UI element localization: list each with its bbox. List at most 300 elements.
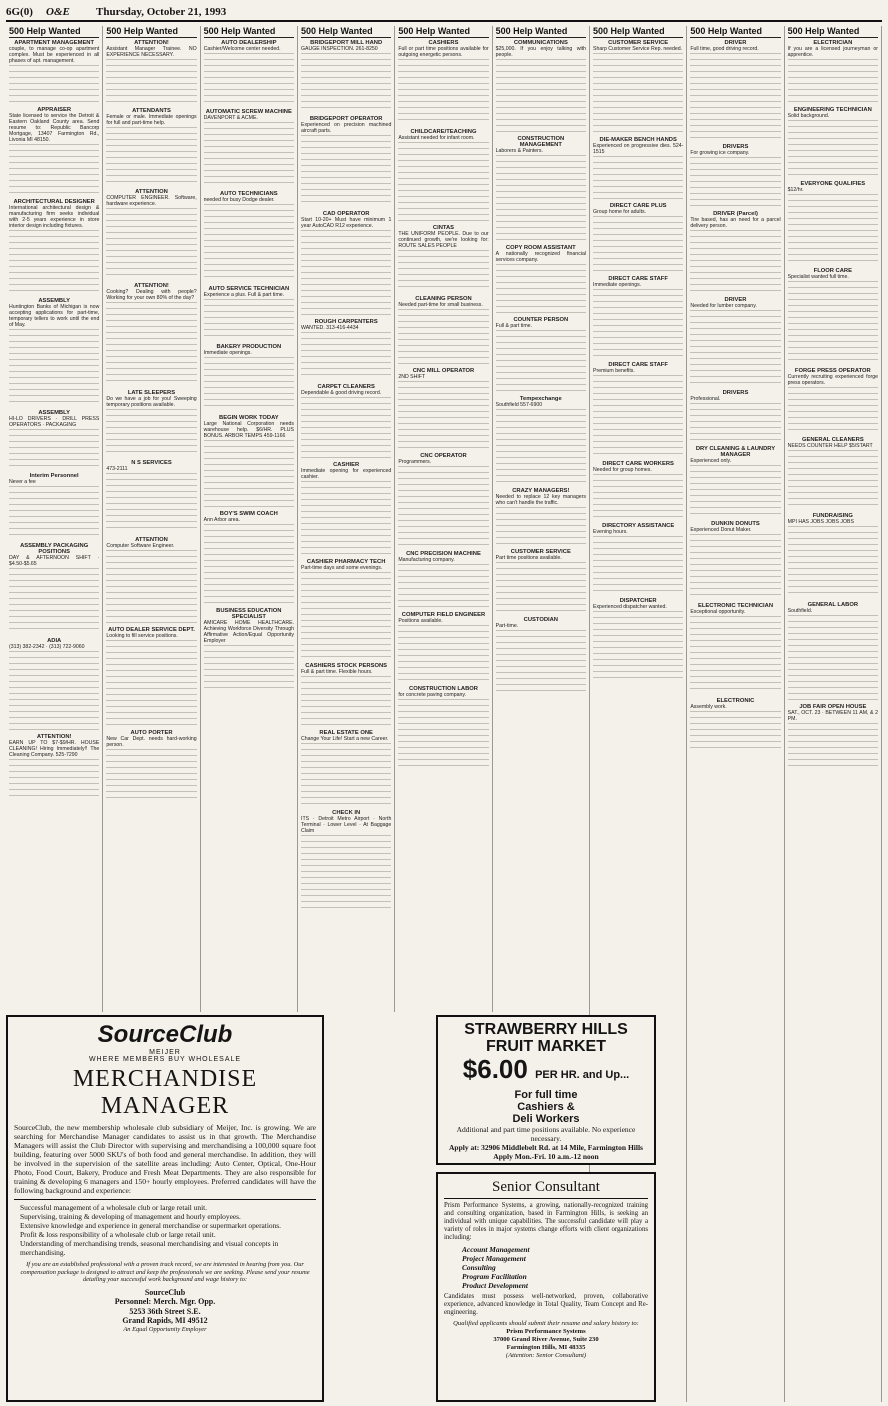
ad-body-texture	[496, 630, 586, 694]
classified-ad	[106, 537, 196, 623]
role-item: Program Facilitation	[462, 1272, 527, 1281]
ad-title: CASHIERS STOCK PERSONS	[305, 663, 388, 669]
classified-ad	[690, 446, 780, 517]
ad-title: ATTENTION!	[134, 283, 169, 289]
classified-ad	[690, 521, 780, 599]
classified-ad	[593, 137, 683, 199]
classified-ad	[204, 415, 294, 507]
ad-body-texture	[496, 562, 586, 613]
ad-title: DUNKIN DONUTS	[711, 521, 760, 527]
ad-title: DIRECT CARE WORKERS	[602, 461, 674, 467]
ad-body-texture	[788, 615, 878, 700]
ad-title: ATTENTION!	[36, 734, 72, 740]
classified-ad	[788, 513, 878, 598]
classified-ad	[398, 612, 488, 682]
ad-body-texture	[496, 155, 586, 241]
ad-title: ASSEMBLY PACKAGING POSITIONS	[20, 543, 89, 555]
classified-ad	[9, 40, 99, 103]
ad-body-texture	[106, 208, 196, 279]
classified-ad	[204, 109, 294, 187]
ad-text: New Car Dept. needs hard-working person.	[106, 736, 197, 748]
ad-text: Experienced on precision machined aircraft parts.	[301, 122, 392, 134]
ad-body-texture	[788, 387, 878, 433]
senior-consultant-ad	[436, 1172, 656, 1402]
senior-body: Prism Performance Systems, a growing, nationally-recognized training and consulting organization, based in Farmington Hills, is seeking an individual with unique capabilities. The successful candidate will play a variety of roles in major systems change efforts with client organizations including:	[444, 1202, 648, 1241]
classified-ad	[690, 603, 780, 694]
column-heading: 500 Help Wanted	[204, 26, 294, 38]
ad-body-texture	[204, 299, 294, 340]
ad-body-texture	[690, 53, 780, 140]
ad-body-texture	[9, 329, 99, 406]
ad-text: Full or part time positions available for outgoing energetic persons.	[398, 46, 489, 58]
ad-title: AUTO DEALERSHIP	[221, 40, 277, 46]
classified-ad	[301, 462, 391, 555]
ad-body-texture	[398, 142, 488, 221]
ad-text: Change Your Life! Start a new Career.	[301, 736, 389, 742]
ad-title: BAKERY PRODUCTION	[216, 344, 282, 350]
column-heading: 500 Help Wanted	[788, 26, 878, 38]
classified-ad	[593, 461, 683, 519]
classified-ad	[398, 225, 488, 292]
classified-ad	[496, 245, 586, 313]
ad-title: Interim Personnel	[29, 473, 79, 479]
column-heading: 500 Help Wanted	[593, 26, 683, 38]
ad-title: DRIVERS	[722, 144, 749, 150]
ad-body-texture	[496, 59, 586, 132]
classified-ad	[106, 460, 196, 533]
classified-ad	[9, 543, 99, 634]
ad-title: DRY CLEANING & LAUNDRY MANAGER	[695, 446, 776, 458]
classified-ad	[398, 368, 488, 449]
ad-body-texture	[398, 381, 488, 449]
ad-title: FORGE PRESS OPERATOR	[794, 368, 871, 374]
ad-title: CNC OPERATOR	[420, 453, 467, 459]
page-number: 6G(0)	[6, 6, 33, 18]
ad-text: MPI HAS JOBS JOBS JOBS	[787, 519, 854, 525]
ad-body-texture	[9, 230, 99, 294]
ad-body-texture	[106, 127, 196, 185]
ad-text: Professional.	[690, 396, 721, 402]
ad-text: Cashier/Welcome center needed.	[203, 46, 281, 52]
ad-text: Part time positions available.	[495, 555, 562, 561]
ad-title: CHECK IN	[332, 810, 361, 816]
page-header	[6, 4, 882, 22]
role-item: Account Management	[462, 1245, 530, 1254]
ad-body-texture	[788, 120, 878, 177]
classified-ad	[690, 297, 780, 386]
classified-ad	[593, 598, 683, 682]
classified-ad	[788, 181, 878, 264]
ad-body-texture	[204, 53, 294, 105]
ad-body-texture	[106, 550, 196, 623]
ad-text: Ann Arbor area.	[203, 517, 240, 523]
classified-ad	[301, 559, 391, 659]
ad-text: Do we have a job for you! Sweeping temporary positions available.	[106, 396, 197, 408]
ad-body-texture	[788, 526, 878, 598]
ad-body-texture	[106, 302, 196, 386]
ad-title: CUSTODIAN	[523, 617, 558, 623]
classified-ad	[496, 40, 586, 132]
ad-body-texture	[690, 711, 780, 752]
ad-title: FLOOR CARE	[813, 268, 852, 274]
ad-title: BRIDGEPORT OPERATOR	[309, 116, 383, 122]
ad-title: ASSEMBLY	[38, 410, 70, 416]
ad-body-texture	[9, 759, 99, 801]
ad-text: (313) 382-2342 · (313) 722-9060	[9, 644, 85, 650]
classified-ad	[496, 488, 586, 545]
ad-body-texture	[301, 53, 391, 112]
classified-ad	[788, 602, 878, 700]
classified-ad	[496, 617, 586, 694]
ad-title: JOB FAIR OPEN HOUSE	[799, 704, 867, 710]
ad-text: couple, to manage co-op apartment complex. Must be experienced in all phases of apt. management.	[9, 46, 100, 64]
ad-title: AUTO SERVICE TECHNICIAN	[208, 286, 290, 292]
ad-body-texture	[106, 59, 196, 104]
classified-ad	[496, 136, 586, 241]
ad-text: Group home for adults.	[593, 209, 647, 215]
ad-text: Sharp Customer Service Rep. needed.	[593, 46, 683, 52]
sourceclub-requirements	[14, 1199, 316, 1257]
ad-body-texture	[9, 65, 99, 103]
ad-title: COMMUNICATIONS	[513, 40, 568, 46]
ad-title: CNC PRECISION MACHINE	[406, 551, 481, 557]
classified-column	[687, 26, 784, 1402]
role-item: Consulting	[462, 1263, 496, 1272]
classified-ad	[204, 286, 294, 340]
ad-title: DRIVER (Parcel)	[713, 211, 758, 217]
ad-text: Laborers & Painters.	[495, 148, 543, 154]
ad-text: Positions available.	[398, 618, 443, 624]
sourceclub-body: SourceClub, the new membership wholesale club subsidiary of Meijer, Inc. is growing. We are searching for Merchandise Manager candidates to assist us in that growth. The Merchandise Managers will assist the Club Director with supervising and merchandising a 100,000 square foot building, featuring over 5000 SKU's of both food and general merchandise. In addition, they will be involved in the supervision of the satellite areas including: Auto Center, Optical, One-Hour Photo, Food Court, Bakery, Produce and Fresh Meat Departments. They are also responsible for training & developing 6 managers and 150+ hourly employees. Preferred candidates will have the following background and experience:	[14, 1123, 316, 1195]
classified-ad	[301, 384, 391, 458]
ad-title: DRIVERS	[722, 390, 749, 396]
column-heading: 500 Help Wanted	[9, 26, 99, 38]
ad-title: ENGINEERING TECHNICIAN	[793, 107, 872, 113]
ad-title: APPRAISER	[37, 107, 72, 113]
ad-text: Never a fee	[9, 479, 36, 485]
ad-body-texture	[593, 53, 683, 133]
meijer-label: MEIJER	[149, 1049, 181, 1056]
classified-ad	[9, 473, 99, 539]
ad-body-texture	[690, 157, 780, 207]
ad-body-texture	[788, 450, 878, 509]
ad-text: DAVENPORT & ACME.	[203, 115, 258, 121]
column-heading: 500 Help Wanted	[301, 26, 391, 38]
ad-text: Tire based, has an need for a parcel delivery person.	[690, 217, 781, 229]
ad-body-texture	[690, 465, 780, 517]
classified-ad	[690, 40, 780, 140]
ad-title: CNC MILL OPERATOR	[412, 368, 475, 374]
ad-body-texture	[204, 440, 294, 507]
ad-body-texture	[496, 330, 586, 392]
ad-text: A nationally recognized financial services company.	[495, 251, 586, 263]
ad-text: NEEDS COUNTER HELP $5/START	[787, 443, 873, 449]
ad-title: DRIVER	[724, 297, 747, 303]
classified-ad	[593, 40, 683, 133]
ad-text: HI-LO DRIVERS · DRILL PRESS OPERATORS · PACKAGING	[9, 416, 100, 428]
ad-body-texture	[301, 743, 391, 806]
ad-body-texture	[9, 486, 99, 539]
ad-text: Looking to fill service positions.	[106, 633, 178, 639]
strawberry-apply: Apply at: 32906 Middlebelt Rd. at 14 Mile, Farmington Hills	[449, 1143, 643, 1152]
classified-ad	[496, 396, 586, 484]
classified-column	[298, 26, 395, 1012]
ad-text: AMICARE HOME HEALTHCARE. Achieving Workforce Diversity Through Affirmative Action/Equal Opportunity Employer	[203, 620, 294, 644]
classified-ad	[690, 144, 780, 207]
ad-title: CASHIER PHARMACY TECH	[306, 559, 386, 565]
ad-text: Experienced only.	[690, 458, 732, 464]
ad-title: APARTMENT MANAGEMENT	[14, 40, 95, 46]
ad-text: Full & part time.	[495, 323, 532, 329]
sourceclub-address	[14, 1288, 316, 1326]
ad-text: Computer Software Engineer.	[106, 543, 175, 549]
ad-body-texture	[593, 289, 683, 358]
ad-text: Assembly work.	[690, 704, 727, 710]
ad-body-texture	[301, 332, 391, 380]
classified-ad	[204, 40, 294, 105]
ad-title: CRAZY MANAGERS!	[512, 488, 570, 494]
classified-ad	[788, 368, 878, 433]
ad-text: Experienced Donut Maker.	[690, 527, 752, 533]
ad-title: EVERYONE QUALIFIES	[800, 181, 866, 187]
classified-ad	[204, 191, 294, 282]
classified-ad	[9, 734, 99, 801]
ad-text: Cooking? Dealing with people? Working for your own 80% of the day?	[106, 289, 197, 301]
ad-title: ADIA	[47, 638, 62, 644]
classified-ad	[301, 730, 391, 806]
ad-text: Evening hours.	[593, 529, 628, 535]
ad-body-texture	[398, 564, 488, 608]
ad-text: Specialist wanted full time.	[787, 274, 849, 280]
classified-ad	[204, 511, 294, 604]
ad-text: Manufacturing company.	[398, 557, 455, 563]
ad-title: CINTAS	[432, 225, 455, 231]
classified-ad	[593, 362, 683, 457]
ad-body-texture	[106, 409, 196, 456]
pay-rate-unit: PER HR. and Up...	[535, 1069, 630, 1081]
column-heading: 500 Help Wanted	[690, 26, 780, 38]
ad-body-texture	[301, 230, 391, 315]
requirement-item: Understanding of merchandising trends, seasonal merchandising and visual concepts in merchandising.	[20, 1239, 279, 1257]
classified-ad	[9, 638, 99, 730]
role-item: Product Development	[462, 1281, 528, 1290]
ad-text: Premium benefits.	[593, 368, 635, 374]
ad-body-texture	[496, 507, 586, 545]
ad-title: DIRECT CARE PLUS	[609, 203, 667, 209]
classified-ad	[788, 704, 878, 771]
ad-text: Southfield.	[787, 608, 813, 614]
classified-ad	[9, 410, 99, 469]
ad-title: ASSEMBLY	[38, 298, 70, 304]
strawberry-hours: Apply Mon.-Fri. 10 a.m.-12 noon	[493, 1152, 599, 1161]
classified-ad	[301, 663, 391, 726]
pay-rate-value: $6.00	[462, 1054, 528, 1084]
classified-ad	[788, 437, 878, 509]
ad-body-texture	[496, 264, 586, 313]
ad-body-texture	[9, 651, 99, 730]
ad-text: DAY & AFTERNOON SHIFT · $4.50-$5.65	[9, 555, 100, 567]
ad-body-texture	[204, 357, 294, 411]
ad-text: WANTED. 313-416-4434	[301, 325, 359, 331]
ad-title: AUTO PORTER	[130, 730, 173, 736]
classified-ad	[301, 116, 391, 207]
classified-ad	[398, 453, 488, 547]
ad-text: 473-2111	[106, 466, 128, 472]
ad-text: GAUGE INSPECTION. 261-8250	[301, 46, 378, 52]
ad-text: Female or male. Immediate openings for full and part-time help.	[106, 114, 197, 126]
address-line: 5253 36th Street S.E.	[129, 1306, 201, 1316]
ad-text: THE UNIFORM PEOPLE. Due to our continued growth, we're looking for: ROUTE SALES PEOPLE	[398, 231, 489, 249]
ad-text: Experienced on progressive dies. 524-1515	[593, 143, 684, 155]
ad-text: For growing ice company.	[690, 150, 750, 156]
classified-ad	[106, 730, 196, 798]
ad-text: ITS · Detroit Metro Airport · North Terminal · Lower Level · At Baggage Claim	[301, 816, 392, 834]
classified-ad	[106, 189, 196, 279]
ad-text: COMPUTER ENGINEER. Software, hardware experience.	[106, 195, 197, 207]
classified-ad	[106, 108, 196, 185]
ad-title: CLEANING PERSON	[415, 296, 472, 302]
issue-date: Thursday, October 21, 1993	[96, 6, 227, 18]
ad-title: N S SERVICES	[131, 460, 172, 466]
ad-title: AUTO TECHNICIANS	[220, 191, 278, 197]
classified-ad	[9, 298, 99, 406]
ad-title: CUSTOMER SERVICE	[510, 549, 571, 555]
ad-text: $25,000. If you enjoy talking with people.	[495, 46, 586, 58]
ad-title: Tempexchange	[519, 396, 562, 402]
ad-body-texture	[398, 466, 488, 547]
sourceclub-logo: SourceClub	[97, 1021, 233, 1048]
ad-title: ATTENDANTS	[132, 108, 171, 114]
ad-text: Needed for group homes.	[593, 467, 652, 473]
senior-body-2: Candidates must possess well-networked, proven, collaborative experience, advanced knowledge in Total Quality, Team Concept and Re-engineering.	[444, 1293, 648, 1316]
ad-text: Dependable & good driving record.	[301, 390, 382, 396]
ad-title: ATTENTION	[135, 537, 168, 543]
ad-title: DIE-MAKER BENCH HANDS	[599, 137, 677, 143]
ad-title: GENERAL CLEANERS	[801, 437, 864, 443]
ad-text: International architectural design & manufacturing firm seeks individual with 2-5 years experience in store interior design including fixtures.	[9, 205, 100, 229]
classified-ad	[788, 107, 878, 177]
ad-body-texture	[398, 59, 488, 125]
classified-ad	[398, 40, 488, 125]
ad-title: LATE SLEEPERS	[127, 390, 176, 396]
ad-text: Immediate openings.	[203, 350, 252, 356]
ad-body-texture	[106, 473, 196, 533]
strawberry-heading: STRAWBERRY HILLS FRUIT MARKET	[464, 1021, 628, 1055]
section-name: O&E	[46, 6, 70, 18]
classified-column	[103, 26, 200, 1012]
ad-body-texture	[301, 481, 391, 555]
address-line: 37000 Grand River Avenue, Suite 230	[493, 1336, 599, 1343]
classified-ad	[496, 317, 586, 392]
address-line: SourceClub	[144, 1287, 186, 1297]
ad-body-texture	[496, 409, 586, 484]
address-line: Personnel: Merch. Mgr. Opp.	[114, 1297, 216, 1306]
ad-text: Assistant needed for infant room.	[398, 135, 475, 141]
ad-body-texture	[9, 568, 99, 634]
ad-text: Assistant Manager Trainee. NO EXPERIENCE NECESSARY.	[106, 46, 197, 58]
classified-ad	[788, 40, 878, 103]
requirement-item: Profit & loss responsibility of a wholesale club or large retail unit.	[20, 1230, 216, 1239]
ad-body-texture	[204, 524, 294, 604]
ad-text: Large National Corporation needs warehouse help. $6/HR. PLUS BONUS. ARBOR TEMPS 459-1166	[203, 421, 294, 439]
sourceclub-footer: If you are an established professional with a proven track record, we are interested in hearing from you. Our compensation package is designed to attract and keep the professionals we are seeking. Please send your resume detailing your successful work background and wage history to:	[20, 1261, 310, 1283]
classified-column	[201, 26, 298, 1012]
ad-title: DISPATCHER	[619, 598, 657, 604]
ad-body-texture	[9, 144, 99, 195]
classified-ad	[106, 283, 196, 386]
classified-ad	[593, 203, 683, 272]
classified-ad	[593, 523, 683, 594]
ad-body-texture	[398, 699, 488, 769]
ad-text: Programmers.	[398, 459, 432, 465]
ad-text: Currently recruiting experienced forge press operators.	[787, 374, 878, 386]
column-heading: 500 Help Wanted	[496, 26, 586, 38]
strawberry-line: Cashiers &	[517, 1101, 575, 1113]
ad-body-texture	[301, 397, 391, 458]
ad-body-texture	[690, 403, 780, 442]
ad-title: CASHIER	[333, 462, 360, 468]
sourceclub-ad	[6, 1015, 324, 1402]
ad-title: AUTOMATIC SCREW MACHINE	[205, 109, 292, 115]
ad-body-texture	[204, 122, 294, 187]
classified-ad	[204, 344, 294, 411]
classified-ad	[593, 276, 683, 358]
ad-body-texture	[788, 723, 878, 771]
classified-ad	[690, 390, 780, 442]
ad-title: ATTENTION!	[134, 40, 169, 46]
ad-title: ELECTRONIC	[716, 698, 755, 704]
ad-body-texture	[106, 749, 196, 798]
requirement-item: Supervising, training & developing of management and hourly employees.	[20, 1212, 241, 1221]
ad-title: COPY ROOM ASSISTANT	[505, 245, 576, 251]
ad-text: EARN UP TO $7-$9/HR. HOUSE CLEANING! Hiring Immediately!! The Cleaning Company. 525-7290	[9, 740, 100, 758]
ad-text: Exceptional opportunity.	[690, 609, 746, 615]
classified-ad	[106, 627, 196, 726]
classified-ad	[9, 199, 99, 294]
ad-text: Huntington Banks of Michigan is now accepting applications for part-time, temporary tellers to work until the end of May.	[9, 304, 100, 328]
classified-ad	[9, 107, 99, 195]
ad-text: Experienced dispatcher wanted.	[593, 604, 667, 610]
ad-body-texture	[398, 250, 488, 292]
ad-text: Solid background.	[787, 113, 830, 119]
ad-text: Immediate openings.	[593, 282, 642, 288]
ad-text: Needed to replace 12 key managers who can't handle the traffic.	[495, 494, 586, 506]
ad-body-texture	[9, 429, 99, 469]
ad-text: $12/hr.	[787, 187, 804, 193]
ad-text: Experience a plus. Full & part time.	[203, 292, 285, 298]
ad-title: DRIVER	[724, 40, 747, 46]
ad-text: Part-time days and some evenings.	[301, 565, 383, 571]
ad-body-texture	[593, 216, 683, 272]
ad-text: Immediate opening for experienced cashier.	[301, 468, 392, 480]
senior-attention: (Attention: Senior Consultant)	[505, 1352, 587, 1359]
column-heading: 500 Help Wanted	[106, 26, 196, 38]
classified-ad	[398, 551, 488, 608]
ad-text: Part-time.	[495, 623, 519, 629]
ad-title: DIRECT CARE STAFF	[608, 362, 668, 368]
ad-title: COUNTER PERSON	[513, 317, 569, 323]
senior-apply-note: Qualified applicants should submit their resume and salary history to:	[453, 1320, 639, 1327]
classified-ad	[301, 211, 391, 315]
merchandise-manager-title: MERCHANDISE MANAGER	[72, 1066, 258, 1119]
ad-title: CONSTRUCTION LABOR	[409, 686, 478, 692]
ad-text: Needed for lumber company.	[690, 303, 757, 309]
classified-ad	[690, 698, 780, 752]
ad-body-texture	[204, 645, 294, 688]
ad-title: CONSTRUCTION MANAGEMENT	[517, 136, 565, 148]
ad-text: 2ND SHIFT	[398, 374, 426, 380]
ad-title: CASHIERS	[428, 40, 459, 46]
